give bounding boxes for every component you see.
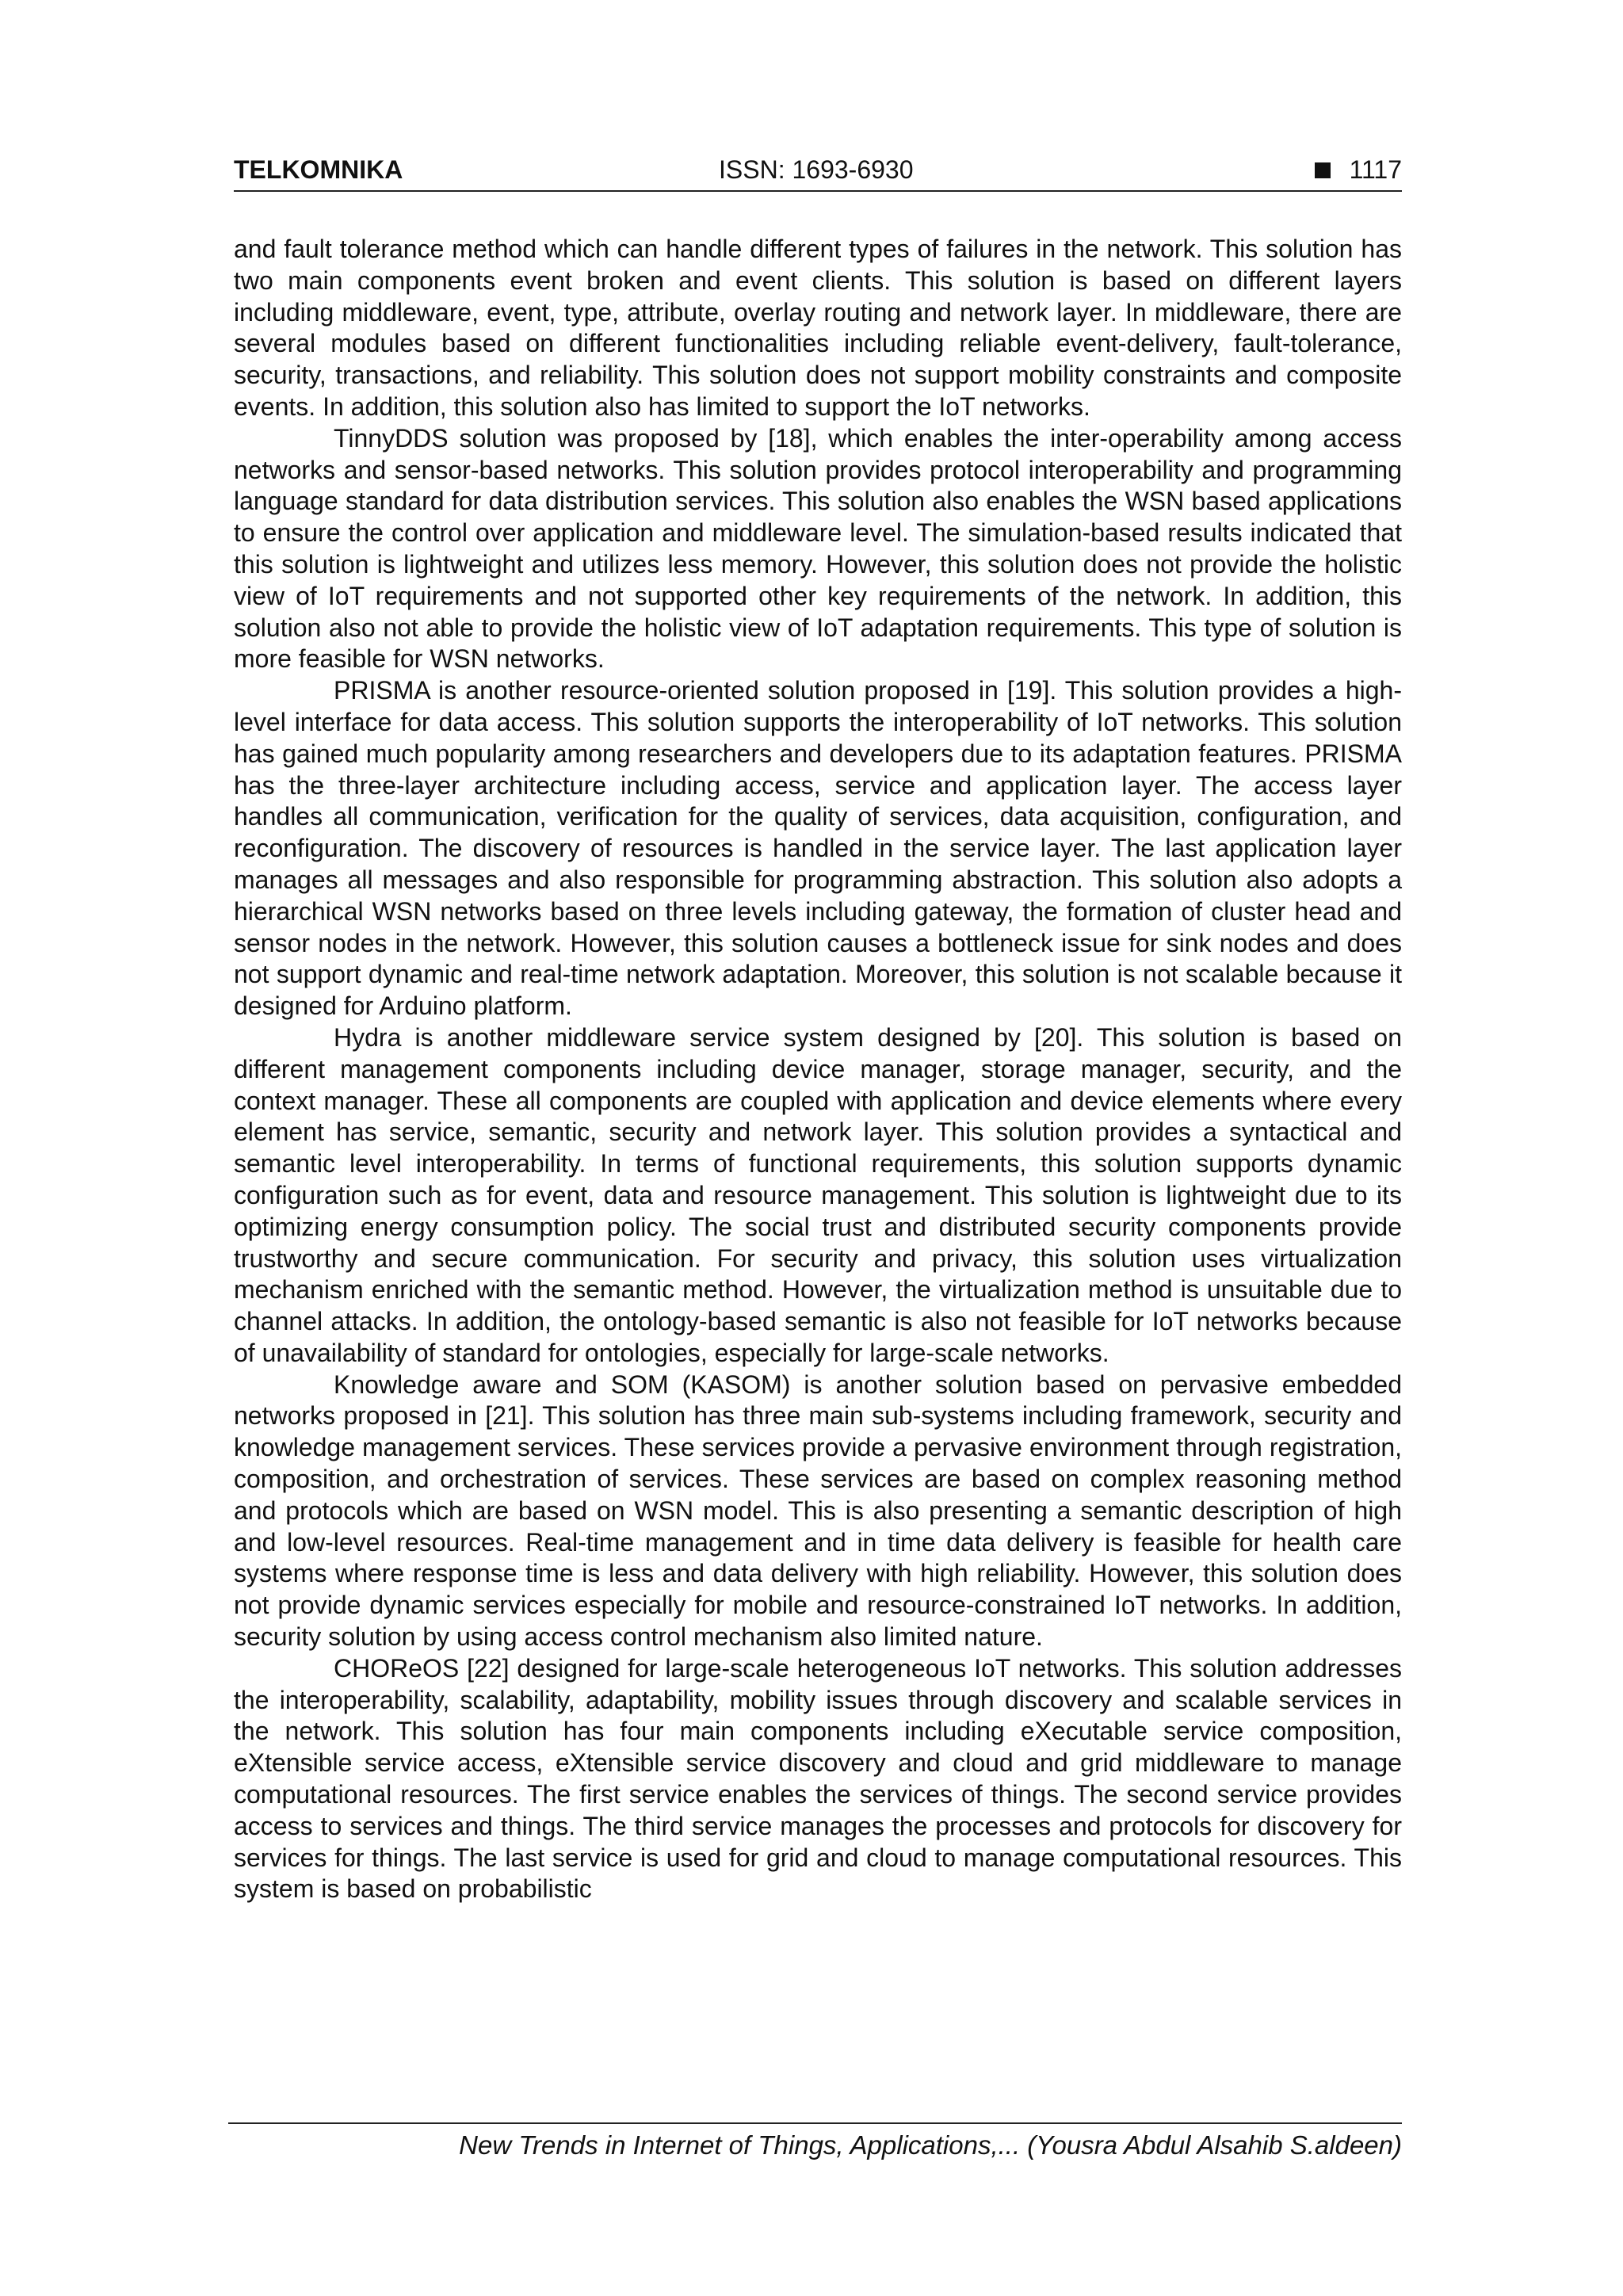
issn-number: ISSN: 1693-6930 <box>719 155 914 184</box>
paragraph-choreos: CHOReOS [22] designed for large-scale heterogeneous IoT networks. This solution addresses the interoperability, scalability, adaptability, mobility issues through discovery and scalable services in the network. This solution has four main components including eXecutable service composition, eXtensible service access, eXtensible service discovery and cloud and grid middleware to manage computational resources. The first service enables the services of things. The second service provides access to services and things. The third service manages the processes and protocols for discovery for services for things. The last service is used for grid and cloud to manage computational resources. This system is based on probabilistic <box>234 1653 1402 1904</box>
footer-divider <box>228 2122 1402 2124</box>
running-footer: New Trends in Internet of Things, Applications,... (Yousra Abdul Alsahib S.aldeen) <box>459 2130 1402 2160</box>
paragraph-tinnydds: TinnyDDS solution was proposed by [18], which enables the inter-operability among access networks and sensor-based networks. This solution provides protocol interoperability and programming language standard for data distribution services. This solution also enables the WSN based applications to ensure the control over application and middleware level. The simulation-based results indicated that this solution is lightweight and utilizes less memory. However, this solution does not provide the holistic view of IoT requirements and not supported other key requirements of the network. In addition, this solution also not able to provide the holistic view of IoT adaptation requirements. This type of solution is more feasible for WSN networks. <box>234 423 1402 674</box>
page-header <box>234 155 1402 192</box>
page-number: 1117 <box>1349 155 1402 184</box>
paragraph-prisma: PRISMA is another resource-oriented solution proposed in [19]. This solution provides a high-level interface for data access. This solution supports the interoperability of IoT networks. This solution has gained much popularity among researchers and developers due to its adaptation features. PRISMA has the three-layer architecture including access, service and application layer. The access layer handles all communication, verification for the quality of services, data acquisition, configuration, and reconfiguration. The discovery of resources is handled in the service layer. The last application layer manages all messages and also responsible for programming abstraction. This solution also adopts a hierarchical WSN networks based on three levels including gateway, the formation of cluster head and sensor nodes in the network. However, this solution causes a bottleneck issue for sink nodes and does not support dynamic and real-time network adaptation. Moreover, this solution is not scalable because it designed for Arduino platform. <box>234 676 1402 1021</box>
paragraph-hydra: Hydra is another middleware service system designed by [20]. This solution is based on different management components including device manager, storage manager, security, and the context manager. These all components are coupled with application and device elements where every element has service, semantic, security and network layer. This solution provides a syntactical and semantic level interoperability. In terms of functional requirements, this solution supports dynamic configuration such as for event, data and resource management. This solution is lightweight due to its optimizing energy consumption policy. The social trust and distributed security components provide trustworthy and secure communication. For security and privacy, this solution uses virtualization mechanism enriched with the semantic method. However, the virtualization method is unsuitable due to channel attacks. In addition, the ontology-based semantic is also not feasible for IoT networks because of unavailability of standard for ontologies, especially for large-scale networks. <box>234 1022 1402 1367</box>
black-square-icon <box>1315 162 1331 178</box>
journal-name: TELKOMNIKA <box>234 155 403 184</box>
paragraph-kasom: Knowledge aware and SOM (KASOM) is another solution based on pervasive embedded networks proposed in [21]. This solution has three main sub-systems including framework, security and knowledge management services. These services provide a pervasive environment through registration, composition, and orchestration of services. These services are based on complex reasoning method and protocols which are based on WSN model. This is also presenting a semantic description of high and low-level resources. Real-time management and in time data delivery is feasible for health care systems where response time is less and data delivery with high reliability. However, this solution does not provide dynamic services especially for mobile and resource-constrained IoT networks. In addition, security solution by using access control mechanism also limited nature. <box>234 1370 1402 1652</box>
page-number-group <box>1315 155 1402 185</box>
paragraph-fault-tolerance: and fault tolerance method which can handle different types of failures in the network. This solution has two main components event broken and event clients. This solution is based on different layers including middleware, event, type, attribute, overlay routing and network layer. In middleware, there are several modules based on different functionalities including reliable event-delivery, fault-tolerance, security, transactions, and reliability. This solution does not support mobility constraints and composite events. In addition, this solution also has limited to support the IoT networks. <box>234 235 1402 421</box>
article-body <box>234 234 1402 1905</box>
